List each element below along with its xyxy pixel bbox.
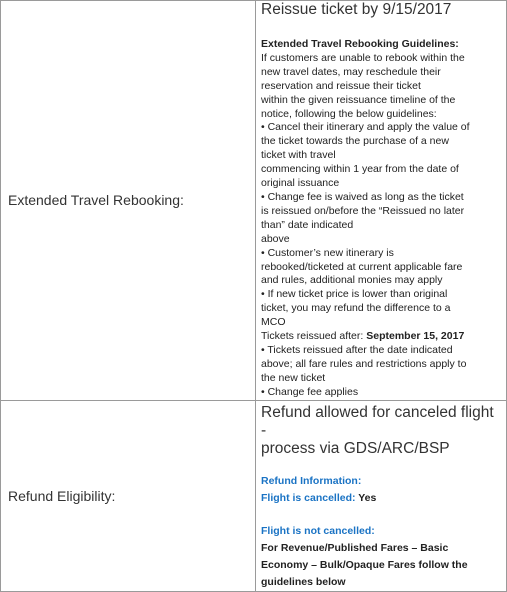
guideline-line: is reissued on/before the “Reissued no later (261, 204, 465, 217)
flight-cancelled-colon: : (352, 491, 356, 504)
row-label-refund: Refund Eligibility: (1, 400, 256, 591)
guideline-line: commencing within 1 year from the date of (261, 163, 459, 176)
guideline-line: If customers are unable to rebook within the (261, 51, 465, 64)
flight-cancelled-label: Flight is cancelled (261, 491, 353, 504)
guideline-line: • If new ticket price is lower than original (261, 288, 448, 301)
guideline-line: notice, following the below guidelines: (261, 107, 437, 120)
not-cancelled-line: For Revenue/Published Fares – Basic (261, 541, 449, 554)
flight-cancelled-line (261, 490, 498, 507)
reissued-after-line (261, 330, 498, 344)
reissued-after-date: September 15, 2017 (366, 330, 465, 343)
reissued-after-label: Tickets reissued after: (261, 330, 367, 343)
guideline-line: above (261, 232, 290, 245)
guideline-line: and rules, additional monies may apply (261, 274, 443, 287)
guideline-line: within the given reissuance timeline of the (261, 93, 456, 106)
guideline-line: ticket, you may refund the difference to a (261, 302, 451, 315)
reissue-heading: Reissue ticket by 9/15/2017 (261, 1, 452, 18)
table-row-extended-travel (1, 1, 507, 401)
not-cancelled-line: Economy – Bulk/Opaque Fares follow the (261, 558, 468, 571)
flight-cancelled-value: Yes (355, 491, 377, 504)
table-row-refund (1, 400, 507, 591)
guideline-line: • Change fee is waived as long as the ticket (261, 190, 464, 203)
refund-heading-line: Refund allowed for canceled flight - (261, 403, 494, 439)
guideline-line: original issuance (261, 177, 340, 190)
refund-heading (261, 404, 498, 458)
guideline-line: • Cancel their itinerary and apply the value of (261, 121, 470, 134)
guideline-line: • Tickets reissued after the date indicated (261, 343, 453, 356)
guideline-line: than” date indicated (261, 218, 354, 231)
not-cancelled-line: guidelines below (261, 575, 346, 588)
row-label-extended-travel: Extended Travel Rebooking: (1, 1, 256, 401)
guideline-line: the ticket towards the purchase of a new (261, 135, 449, 148)
flight-not-cancelled-heading: Flight is not cancelled: (261, 524, 375, 537)
guideline-line: MCO (261, 316, 286, 329)
guidelines-block (261, 38, 498, 400)
row-content-extended-travel (256, 1, 507, 401)
guideline-line: • Change fee applies (261, 385, 359, 398)
guideline-line: rebooked/ticketed at current applicable fare (261, 260, 463, 273)
guideline-line: • Customer’s new itinerary is (261, 246, 394, 259)
guideline-line: new travel dates, may reschedule their (261, 65, 441, 78)
guideline-line: ticket with travel (261, 149, 336, 162)
refund-info-heading: Refund Information: (261, 474, 362, 487)
guideline-line: reservation and reissue their ticket (261, 79, 421, 92)
guidelines-title: Extended Travel Rebooking Guidelines: (261, 38, 459, 50)
row-content-refund (256, 400, 507, 591)
guideline-line: the new ticket (261, 371, 326, 384)
refund-details (261, 473, 498, 591)
refund-heading-line: process via GDS/ARC/BSP (261, 439, 450, 457)
guideline-line: above; all fare rules and restrictions apply to (261, 357, 467, 370)
